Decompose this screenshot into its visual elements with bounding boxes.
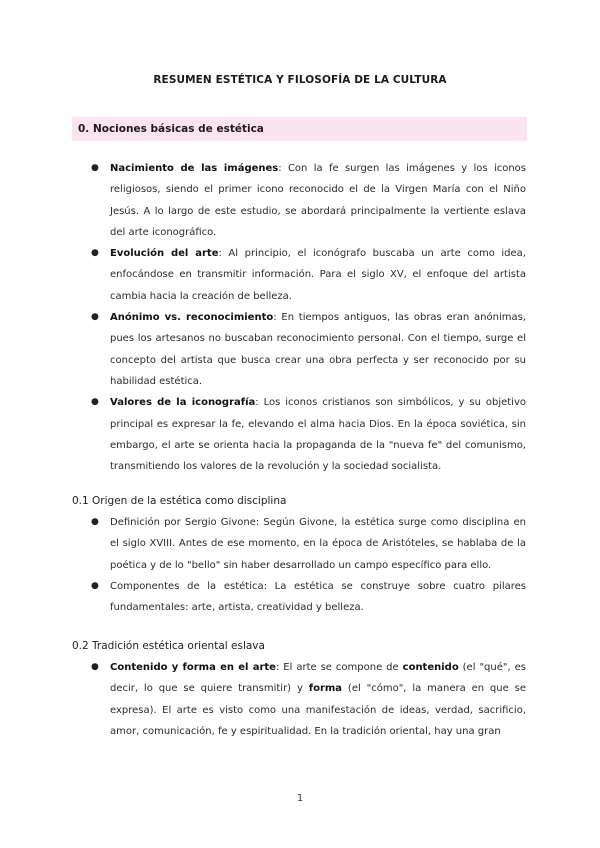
bullet-dot-icon: ● xyxy=(91,312,99,323)
list-item-emphasis: contenido xyxy=(402,662,459,673)
list-item-text: (el "cómo", la manera en que se expresa). El arte es visto como una manifestación de ideas, verdad, sacrificio, amor, comunicación, fe y espiritualidad. En la tradición oriental, hay una gran xyxy=(110,683,526,737)
section-heading-0: 0. Nociones básicas de estética xyxy=(72,117,527,141)
bullet-dot-icon: ● xyxy=(91,163,99,173)
list-item-text: : Con la fe surgen las imágenes y los iconos religiosos, siendo el primer icono reconocido el de la Virgen María con el Niño Jesús. A lo largo de este estudio, se abordará principalmente la vertiente eslava del arte iconográfico. xyxy=(110,163,526,238)
list-item-term: Anónimo vs. reconocimiento xyxy=(110,312,274,324)
page-number: 1 xyxy=(296,793,304,804)
list-item-term: Contenido y forma en el arte xyxy=(110,662,276,673)
list-item-term: Nacimiento de las imágenes xyxy=(110,163,279,174)
bullet-dot-icon: ● xyxy=(91,397,99,408)
list-item-text: : Al principio, el iconógrafo buscaba un arte como idea, enfocándose en transmitir información. Para el siglo XV, el enfoque del artista cambia hacia la creación de belleza. xyxy=(110,248,526,302)
list-item xyxy=(91,307,526,392)
section-heading-0-1: 0.1 Origen de la estética como disciplina xyxy=(72,495,287,507)
list-item xyxy=(91,512,526,576)
list-item-text: Componentes de la estética: La estética se construye sobre cuatro pilares fundamentales: arte, artista, creatividad y belleza. xyxy=(110,580,526,614)
list-item-text: (el "qué", es decir, lo que se quiere transmitir) y xyxy=(110,662,526,695)
bullet-list-section-0 xyxy=(0,158,600,477)
list-item xyxy=(91,158,526,243)
list-item xyxy=(91,657,526,742)
document-title: RESUMEN ESTÉTICA Y FILOSOFÍA DE LA CULTURA xyxy=(153,74,447,86)
list-item xyxy=(91,392,526,477)
bullet-list-section-0-1 xyxy=(0,512,600,618)
list-item-text: : Los iconos cristianos son simbólicos, y su objetivo principal es expresar la fe, elevando el alma hacia Dios. En la época soviética, sin embargo, el arte se orienta hacia la propaganda de la "nueva fe" del comunismo, transmitiendo los valores de la revolución y la sociedad socialista. xyxy=(110,397,526,473)
bullet-dot-icon: ● xyxy=(91,662,99,672)
section-heading-0-2: 0.2 Tradición estética oriental eslava xyxy=(72,640,265,652)
list-item-text: : En tiempos antiguos, las obras eran anónimas, pues los artesanos no buscaban reconocimiento personal. Con el tiempo, surge el concepto del artista que busca crear una obra perfecta y ser reconocido por su habilidad estética. xyxy=(110,312,526,387)
list-item-emphasis: forma xyxy=(308,683,343,695)
bullet-dot-icon: ● xyxy=(91,248,99,259)
list-item xyxy=(91,576,526,619)
list-item xyxy=(91,243,526,307)
list-item-term: Valores de la iconografía xyxy=(110,397,256,409)
bullet-list-section-0-2 xyxy=(0,657,600,742)
bullet-dot-icon: ● xyxy=(91,517,99,527)
list-item-term: Evolución del arte xyxy=(110,248,219,260)
bullet-dot-icon: ● xyxy=(91,580,99,591)
list-item-text: Definición por Sergio Givone: Según Givone, la estética surge como disciplina en el siglo XVIII. Antes de ese momento, en la época de Aristóteles, se hablaba de la poética y de lo "bello" sin haber desarrollado un campo específico para ello. xyxy=(110,517,526,571)
list-item-text: : El arte se compone de xyxy=(275,662,403,673)
